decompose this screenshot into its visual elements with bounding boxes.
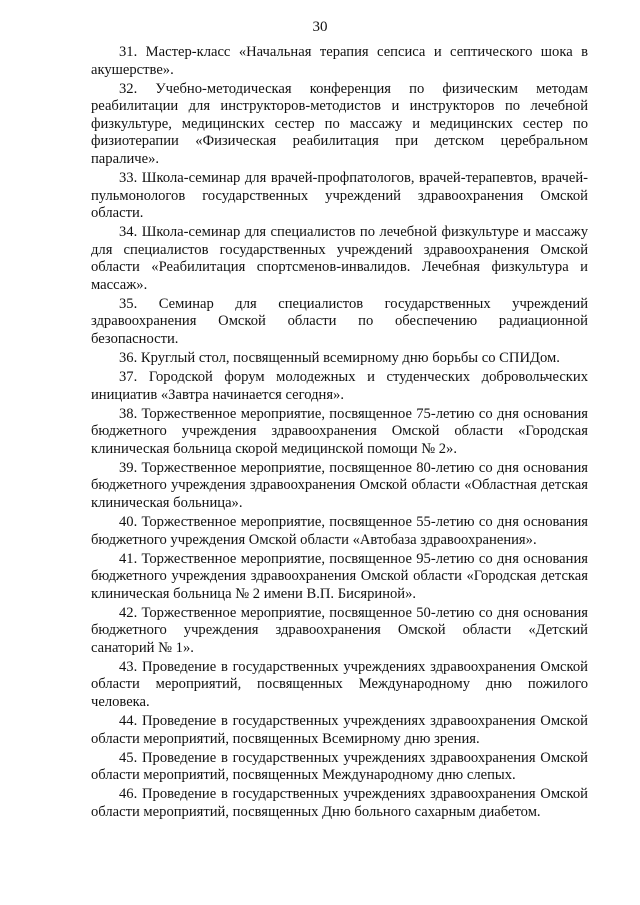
list-item: 42. Торжественное мероприятие, посвященное 50-летию со дня основания бюджетного учреждения здравоохранения Омской области «Детский санаторий № 1». <box>91 604 588 656</box>
list-item: 43. Проведение в государственных учреждениях здравоохранения Омской области мероприятий, посвященных Международному дню пожилого человека. <box>91 658 588 711</box>
list-item: 37. Городской форум молодежных и студенческих добровольческих инициатив «Завтра начинается сегодня». <box>91 369 588 403</box>
list-item: 32. Учебно-методическая конференция по физическим методам реабилитации для инструкторов-методистов и инструкторов по лечебной физкультуре, медицинских сестер по массажу и медицинских сестер по физиотерапии «Физическая реабилитация при детском церебральном параличе». <box>91 80 588 167</box>
list-item: 33. Школа-семинар для врачей-профпатологов, врачей-терапевтов, врачей-пульмонологов государственных учреждений здравоохранения Омской области. <box>91 169 588 222</box>
list-item: 38. Торжественное мероприятие, посвященное 75-летию со дня основания бюджетного учреждения здравоохранения Омской области «Городская клиническая больница скорой медицинской помощи № 2». <box>91 405 588 457</box>
page-number: 30 <box>312 19 328 35</box>
event-list <box>91 44 588 823</box>
list-item: 39. Торжественное мероприятие, посвященное 80-летию со дня основания бюджетного учреждения здравоохранения Омской области «Областная детская клиническая больница». <box>91 459 588 511</box>
list-item: 36. Круглый стол, посвященный всемирному дню борьбы со СПИДом. <box>119 350 560 367</box>
list-item: 31. Мастер-класс «Начальная терапия сепсиса и септического шока в акушерстве». <box>91 44 588 78</box>
list-item: 45. Проведение в государственных учреждениях здравоохранения Омской области мероприятий, посвященных Международному дню слепых. <box>91 749 588 784</box>
list-item: 46. Проведение в государственных учреждениях здравоохранения Омской области мероприятий, посвященных Дню больного сахарным диабетом. <box>91 786 588 820</box>
list-item: 41. Торжественное мероприятие, посвященное 95-летию со дня основания бюджетного учреждения здравоохранения Омской области «Городская детская клиническая больница № 2 имени В.П. Бисяриной». <box>91 550 588 602</box>
list-item: 35. Семинар для специалистов государственных учреждений здравоохранения Омской области по обеспечению радиационной безопасности. <box>91 295 588 348</box>
list-item: 34. Школа-семинар для специалистов по лечебной физкультуре и массажу для специалистов государственных учреждений здравоохранения Омской области «Реабилитация спортсменов-инвалидов. Лечебная физкультура и массаж». <box>91 224 588 293</box>
list-item: 40. Торжественное мероприятие, посвященное 55-летию со дня основания бюджетного учреждения Омской области «Автобаза здравоохранения». <box>91 513 588 548</box>
list-item: 44. Проведение в государственных учреждениях здравоохранения Омской области мероприятий, посвященных Всемирному дню зрения. <box>91 713 588 747</box>
